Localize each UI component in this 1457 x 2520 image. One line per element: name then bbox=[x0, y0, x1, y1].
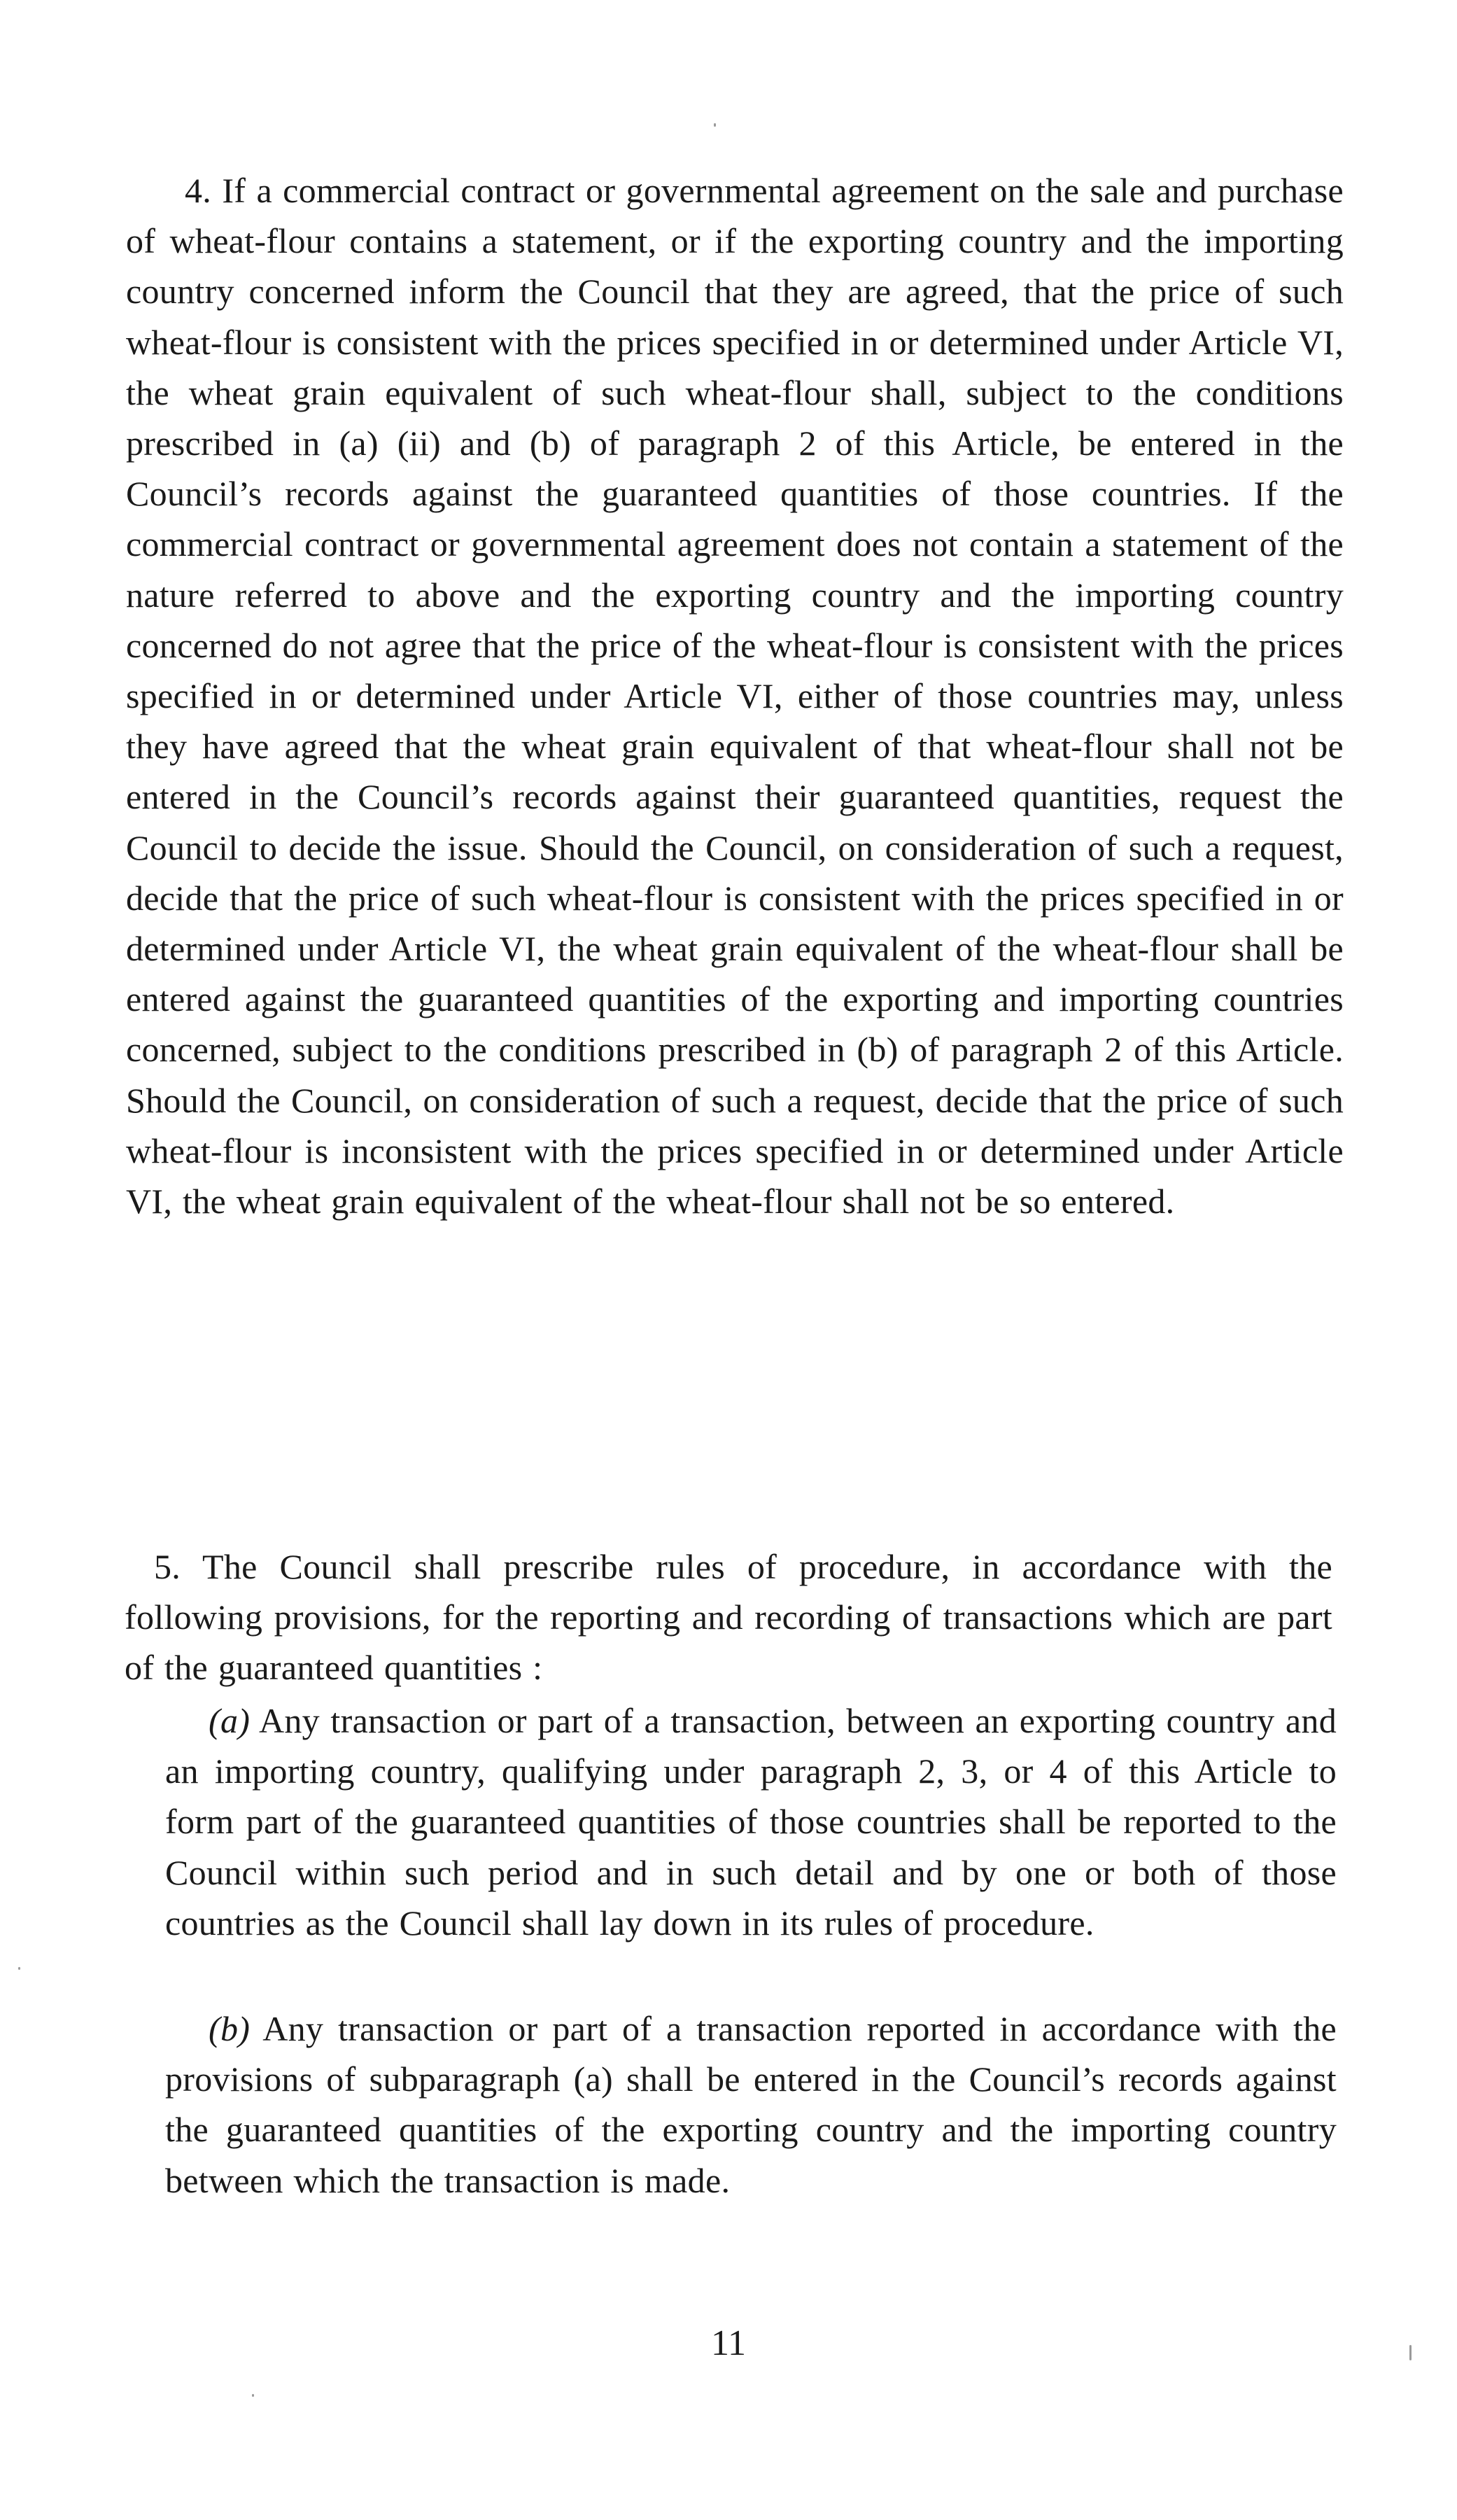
paragraph-5: 5. The Council shall prescribe rules of procedure, in accordance with the following provisions, for the reporting and recording of transactions which are part of the guaranteed quantities : bbox=[125, 1547, 1332, 1688]
page-number: 11 bbox=[710, 2323, 747, 2363]
subparagraph-b-text: Any transaction or part of a transaction reported in accordance with the provisions of subparagraph (a) shall be entered in the Council’s records against the guaranteed quantities of the exporting country and the importing country between which the transaction is made. bbox=[165, 2009, 1337, 2200]
scan-speck bbox=[252, 2394, 254, 2397]
scan-speck bbox=[714, 123, 716, 127]
subparagraph-b bbox=[165, 2003, 1337, 2206]
subparagraph-a bbox=[165, 1695, 1337, 1948]
scan-speck bbox=[1409, 2345, 1412, 2360]
subparagraph-b-label: (b) bbox=[209, 2009, 251, 2048]
paragraph-4: 4. If a commercial contract or governmental agreement on the sale and purchase of wheat-flour contains a statement, or if the exporting country and the importing country concerned inform the Council that they are agreed, that the price of such wheat-flour is consistent with the prices specified in or determined under Article VI, the wheat grain equivalent of such wheat-flour shall, subject to the conditions prescribed in (a) (ii) and (b) of paragraph 2 of this Article, be entered in the Council’s records against the guaranteed quantities of those countries. If the commercial contract or governmental agreement does not contain a statement of the nature referred to above and the exporting country and the importing country concerned do not agree that the price of the wheat-flour is consistent with the prices specified in or determined under Article VI, either of those countries may, unless they have agreed that the wheat grain equivalent of that wheat-flour shall not be entered in the Council’s records against their guaranteed quantities, request the Council to decide the issue. Should the Council, on consideration of such a request, decide that the price of such wheat-flour is consistent with the prices specified in or determined under Article VI, the wheat grain equivalent of the wheat-flour shall be entered against the guaranteed quantities of the exporting and importing countries concerned, subject to the conditions prescribed in (b) of paragraph 2 of this Article. Should the Council, on consideration of such a request, decide that the price of such wheat-flour is inconsistent with the prices specified in or determined under Article VI, the wheat grain equivalent of the wheat-flour shall not be so entered. bbox=[126, 171, 1344, 1222]
subparagraph-a-text: Any transaction or part of a transaction, between an exporting country and an importing country, qualifying under paragraph 2, 3, or 4 of this Article to form part of the guaranteed quantities of those countries shall be reported to the Council within such period and in such detail and by one or both of those countries as the Council shall lay down in its rules of procedure. bbox=[165, 1701, 1337, 1942]
scan-speck bbox=[18, 1967, 20, 1970]
subparagraph-a-label: (a) bbox=[209, 1701, 251, 1740]
